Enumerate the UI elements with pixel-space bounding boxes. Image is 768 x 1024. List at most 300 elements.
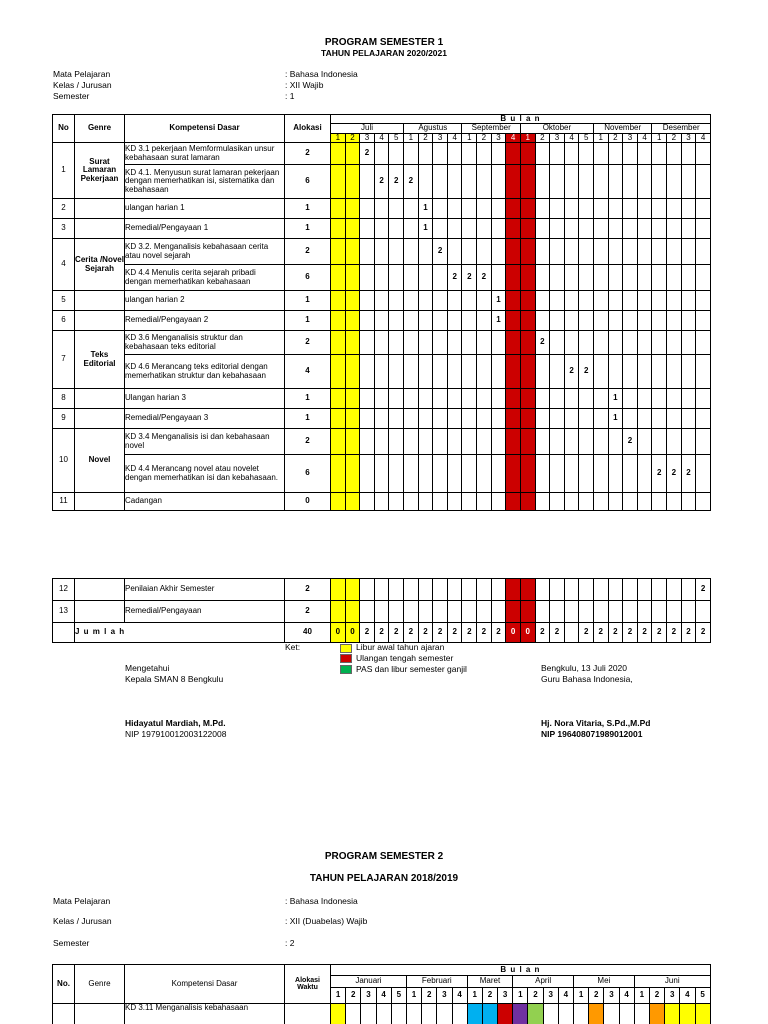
week-cell [345,239,360,265]
week-number: 3 [433,133,448,142]
week-cell [462,219,477,239]
week-number: 2 [667,133,682,142]
row-number: 9 [53,409,75,429]
week-cell [637,429,652,455]
legend-ket-label: Ket: [285,642,301,652]
week-cell [652,143,667,165]
week-cell: 2 [696,579,711,601]
month-header: Maret [467,976,513,988]
week-cell [579,199,594,219]
week-cell [418,409,433,429]
legend-swatch-green [340,665,352,674]
info-value: : Bahasa Indonesia [285,69,358,79]
jumlah-total: 40 [285,623,331,643]
info-value: : 2 [285,938,295,948]
week-cell [477,331,492,355]
week-cell [447,165,462,199]
week-cell [579,389,594,409]
row-alokasi: 2 [285,239,331,265]
week-cell [593,331,608,355]
week-cell: 1 [608,389,623,409]
week-cell [623,265,638,291]
week-cell [637,455,652,493]
week-cell [345,165,360,199]
week-cell [589,1004,604,1024]
row-genre [75,409,125,429]
week-cell [564,455,579,493]
week-number: 4 [558,988,573,1004]
week-cell [360,601,375,623]
week-cell [491,493,506,511]
week-cell [447,493,462,511]
week-cell [491,579,506,601]
week-cell [374,601,389,623]
week-cell [376,1004,391,1024]
week-cell [579,265,594,291]
week-number: 5 [391,988,406,1004]
week-cell [623,455,638,493]
week-cell [389,601,404,623]
week-cell [550,331,565,355]
week-cell [360,579,375,601]
week-cell [447,219,462,239]
week-cell [608,239,623,265]
week-number: 4 [619,988,634,1004]
week-cell [550,493,565,511]
legend-text: PAS dan libur semester ganjil [356,664,467,674]
sem2-schedule-table [52,964,711,1024]
week-cell [593,165,608,199]
row-alokasi: 1 [285,409,331,429]
header-bulan: B u l a n [331,115,711,124]
week-cell [623,311,638,331]
jumlah-cell: 2 [550,623,565,643]
week-cell [550,389,565,409]
week-cell [331,601,346,623]
week-number: 3 [498,988,513,1004]
week-cell [637,493,652,511]
week-number: 3 [491,133,506,142]
week-cell [550,165,565,199]
week-cell [331,143,346,165]
week-cell [374,493,389,511]
row-genre [75,311,125,331]
week-cell [652,429,667,455]
week-cell [433,265,448,291]
week-cell [667,601,682,623]
week-cell: 2 [404,165,419,199]
jumlah-cell: 2 [652,623,667,643]
week-cell [696,165,711,199]
week-cell [652,165,667,199]
week-cell [361,1004,376,1024]
week-cell [550,291,565,311]
week-cell [433,143,448,165]
week-number: 3 [623,133,638,142]
week-cell [331,493,346,511]
week-number: 2 [482,988,497,1004]
week-cell [374,143,389,165]
week-cell [404,239,419,265]
week-cell [520,601,535,623]
week-cell [345,311,360,331]
week-number: 4 [564,133,579,142]
week-cell [452,1004,467,1024]
week-cell [667,219,682,239]
week-number: 1 [331,133,346,142]
week-cell [637,355,652,389]
jumlah-cell: 2 [696,623,711,643]
week-cell [360,265,375,291]
week-cell [418,601,433,623]
week-cell [520,265,535,291]
header-genre: Genre [75,115,125,143]
week-cell [447,331,462,355]
week-cell [520,331,535,355]
week-cell [652,355,667,389]
week-cell [564,199,579,219]
week-cell [477,199,492,219]
week-cell [579,165,594,199]
week-cell [564,219,579,239]
week-cell [550,429,565,455]
row-kompetensi: Remedial/Pengayaan 1 [125,219,285,239]
week-cell [360,409,375,429]
month-header: Juli [331,124,404,133]
week-cell [418,239,433,265]
month-header: Agustus [404,124,462,133]
week-number: 3 [681,133,696,142]
row-alokasi: 2 [285,331,331,355]
week-cell [520,291,535,311]
week-cell [637,239,652,265]
week-cell [520,311,535,331]
week-cell [649,1004,664,1024]
sign-name: Hidayatul Mardiah, M.Pd. [125,718,226,728]
header-genre: Genre [75,965,125,1004]
month-header: April [513,976,574,988]
week-cell [696,265,711,291]
week-cell [491,143,506,165]
week-cell [345,493,360,511]
week-cell [608,199,623,219]
jumlah-cell: 2 [667,623,682,643]
week-cell [579,331,594,355]
week-cell [623,165,638,199]
week-cell [681,601,696,623]
week-cell [550,601,565,623]
row-genre: Cerita /Novel Sejarah [75,239,125,291]
week-cell [506,331,521,355]
row-alokasi [285,1004,331,1024]
month-header: Februari [406,976,467,988]
week-cell [462,331,477,355]
row-genre [75,493,125,511]
week-cell [579,455,594,493]
row-number: 8 [53,389,75,409]
week-cell [506,291,521,311]
week-cell [535,579,550,601]
week-number: 2 [528,988,543,1004]
week-cell [579,239,594,265]
week-number: 2 [589,988,604,1004]
week-cell [623,219,638,239]
row-number [53,1004,75,1024]
week-cell [374,579,389,601]
row-number [53,623,75,643]
week-cell: 2 [564,355,579,389]
week-cell [550,409,565,429]
week-cell [477,409,492,429]
week-cell [345,409,360,429]
week-cell: 2 [477,265,492,291]
week-cell [462,143,477,165]
week-cell [506,601,521,623]
week-cell [652,291,667,311]
week-cell [404,331,419,355]
sem1-year: TAHUN PELAJARAN 2020/2021 [321,48,447,58]
week-cell [608,265,623,291]
row-kompetensi: KD 4.4 Menulis cerita sejarah pribadi dengan memerhatikan kebahasaan [125,265,285,291]
week-cell [579,579,594,601]
week-cell [331,265,346,291]
week-cell [389,455,404,493]
week-cell [623,493,638,511]
week-number: 1 [462,133,477,142]
week-cell [404,199,419,219]
week-cell [462,409,477,429]
week-cell [652,239,667,265]
row-genre [75,199,125,219]
week-cell [543,1004,558,1024]
week-cell [680,1004,695,1024]
week-cell [520,199,535,219]
week-number: 3 [360,133,375,142]
month-header: Januari [331,976,407,988]
week-cell [477,493,492,511]
week-cell [667,143,682,165]
week-cell [574,1004,589,1024]
week-cell [550,219,565,239]
row-genre [75,291,125,311]
week-cell [433,601,448,623]
week-cell [462,239,477,265]
week-number: 2 [649,988,664,1004]
week-number: 4 [696,133,711,142]
row-kompetensi: KD 3.11 Menganalisis kebahasaan [125,1004,285,1024]
row-genre [75,579,125,601]
week-cell [491,409,506,429]
week-cell [331,165,346,199]
week-cell [667,429,682,455]
week-cell [374,219,389,239]
info-label: Mata Pelajaran [53,896,111,906]
week-cell [695,1004,710,1024]
week-cell [462,311,477,331]
week-cell [623,199,638,219]
header-no: No. [53,965,75,1004]
week-cell [696,355,711,389]
week-cell [593,601,608,623]
week-cell [447,355,462,389]
week-number: 1 [652,133,667,142]
week-cell [652,311,667,331]
week-cell [433,389,448,409]
week-cell [462,355,477,389]
week-cell [535,355,550,389]
week-cell [345,331,360,355]
week-number: 1 [406,988,421,1004]
week-cell: 1 [491,291,506,311]
week-cell [652,219,667,239]
week-cell [433,331,448,355]
jumlah-cell: 2 [579,623,594,643]
week-cell [447,601,462,623]
week-cell [535,199,550,219]
row-kompetensi: KD 3.6 Menganalisis struktur dan kebahasaan teks editorial [125,331,285,355]
week-cell [667,265,682,291]
info-value: : Bahasa Indonesia [285,896,358,906]
row-number: 11 [53,493,75,511]
week-cell [345,601,360,623]
week-number: 1 [404,133,419,142]
week-number: 3 [543,988,558,1004]
week-cell [491,165,506,199]
week-cell [681,291,696,311]
week-number: 2 [418,133,433,142]
week-cell [579,601,594,623]
week-cell [433,455,448,493]
jumlah-cell: 0 [331,623,346,643]
week-number: 1 [520,133,535,142]
week-cell [345,355,360,389]
week-cell: 2 [389,165,404,199]
week-cell [389,143,404,165]
week-cell [447,291,462,311]
week-cell [550,239,565,265]
info-value: : XII Wajib [285,80,324,90]
week-cell [360,493,375,511]
week-cell [696,601,711,623]
week-cell [696,493,711,511]
sign-name: Hj. Nora Vitaria, S.Pd.,M.Pd [541,718,651,728]
week-cell [433,429,448,455]
header-no: No [53,115,75,143]
week-cell [506,355,521,389]
row-kompetensi: KD 3.4 Menganalisis isi dan kebahasaan novel [125,429,285,455]
month-header: Mei [574,976,635,988]
week-cell [564,493,579,511]
week-cell [498,1004,513,1024]
week-cell [637,579,652,601]
week-cell [404,601,419,623]
week-cell [433,409,448,429]
week-cell [418,355,433,389]
week-cell [331,1004,346,1024]
header-alokasi: Alokasi Waktu [285,965,331,1004]
week-cell [667,493,682,511]
week-cell [462,579,477,601]
week-cell [564,311,579,331]
sign-nip: NIP 197910012003122008 [125,729,227,739]
sign-text: Bengkulu, 13 Juli 2020 [541,663,628,673]
week-cell [696,409,711,429]
week-cell [491,199,506,219]
row-alokasi: 2 [285,143,331,165]
row-kompetensi: Penilaian Akhir Semester [125,579,285,601]
week-cell [520,143,535,165]
week-cell [506,429,521,455]
week-cell [608,291,623,311]
week-cell [404,265,419,291]
week-cell [593,429,608,455]
week-cell [345,579,360,601]
week-cell [477,165,492,199]
week-cell [360,331,375,355]
jumlah-cell: 2 [593,623,608,643]
week-cell [433,219,448,239]
week-number: 4 [376,988,391,1004]
week-cell [535,601,550,623]
row-kompetensi: KD 4.1. Menyusun surat lamaran pekerjaan dengan memerhatikan isi, sistematika dan kebahasaan [125,165,285,199]
week-cell [637,311,652,331]
week-cell [491,331,506,355]
week-cell [696,199,711,219]
week-cell [477,601,492,623]
row-alokasi: 4 [285,355,331,389]
jumlah-label: J u m l a h [75,623,285,643]
week-cell [535,311,550,331]
week-cell [506,265,521,291]
week-cell [550,355,565,389]
week-cell [593,265,608,291]
week-cell [389,199,404,219]
week-cell: 2 [579,355,594,389]
week-cell [667,311,682,331]
week-cell [667,239,682,265]
jumlah-cell: 2 [535,623,550,643]
jumlah-cell: 2 [477,623,492,643]
month-header: November [593,124,651,133]
week-cell [681,265,696,291]
header-kompetensi: Kompetensi Dasar [125,965,285,1004]
week-cell [447,143,462,165]
week-cell [667,331,682,355]
week-cell [418,493,433,511]
week-cell [593,219,608,239]
info-label: Mata Pelajaran [53,69,111,79]
row-kompetensi: ulangan harian 2 [125,291,285,311]
month-header: Oktober [520,124,593,133]
row-alokasi: 1 [285,219,331,239]
week-cell [550,311,565,331]
week-cell [462,429,477,455]
week-cell [418,143,433,165]
info-label: Semester [53,938,90,948]
week-cell: 2 [623,429,638,455]
week-cell [331,291,346,311]
week-cell: 1 [418,199,433,219]
week-cell [696,455,711,493]
week-cell [404,219,419,239]
week-cell: 2 [681,455,696,493]
week-cell [360,311,375,331]
row-alokasi: 2 [285,429,331,455]
week-cell [418,455,433,493]
week-cell [477,455,492,493]
week-number: 1 [331,988,346,1004]
week-cell [550,579,565,601]
